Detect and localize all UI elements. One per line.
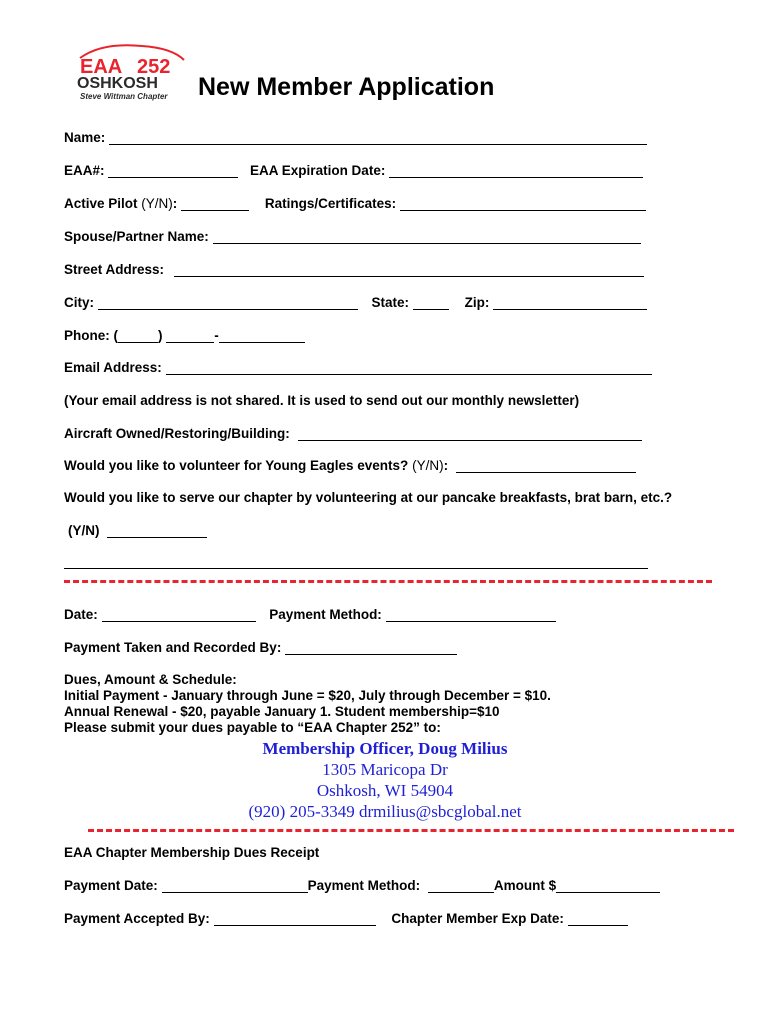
aircraft-field[interactable] [298, 427, 642, 441]
payment-taken-field[interactable] [285, 641, 457, 655]
dues-schedule [64, 672, 551, 736]
volunteer-notes-line[interactable] [64, 568, 648, 569]
email-note: (Your email address is not shared. It is used to send out our monthly newsletter) [64, 393, 580, 408]
payment-taken-label: Payment Taken and Recorded By: [64, 640, 282, 655]
active-pilot-yn: (Y/N) [141, 196, 173, 211]
receipt-payment-method-field[interactable] [428, 879, 494, 893]
dues-submit-note: Please submit your dues payable to “EAA Chapter 252” to: [64, 720, 441, 735]
name-field[interactable] [109, 131, 647, 145]
spouse-row [64, 229, 641, 244]
receipt-payment-row [64, 878, 660, 893]
receipt-amount-label: Amount $ [493, 878, 557, 893]
zip-field[interactable] [493, 296, 647, 310]
zip-label: Zip: [464, 295, 490, 310]
dues-annual-renewal: Annual Renewal - $20, payable January 1. Student membership=$10 [64, 704, 500, 719]
officer-street: 1305 Maricopa Dr [322, 760, 448, 779]
officer-name: Membership Officer, Doug Milius [262, 739, 508, 758]
active-pilot-colon: : [172, 196, 178, 211]
city-field[interactable] [98, 296, 358, 310]
date-label: Date: [64, 607, 98, 622]
cut-line-bottom [88, 829, 734, 832]
eaa-chapter-logo [72, 40, 190, 102]
volunteer-yn-label: (Y/N) [68, 523, 100, 538]
receipt-payment-date-field[interactable] [162, 879, 308, 893]
young-eagles-field[interactable] [456, 459, 636, 473]
receipt-payment-date-label: Payment Date: [64, 878, 158, 893]
street-label: Street Address: [64, 262, 165, 277]
payment-method-label: Payment Method: [269, 607, 382, 622]
receipt-payment-method-label: Payment Method: [307, 878, 421, 893]
state-field[interactable] [413, 296, 449, 310]
page-title: New Member Application [198, 73, 495, 101]
street-row [64, 262, 644, 277]
volunteer-question: Would you like to serve our chapter by volunteering at our pancake breakfasts, brat barn, etc.? [64, 490, 673, 505]
young-eagles-yn: (Y/N) [412, 458, 444, 473]
city-label: City: [64, 295, 94, 310]
young-eagles-row [64, 458, 636, 473]
date-row [64, 607, 556, 622]
eaa-number-field[interactable] [108, 164, 238, 178]
payment-method-field[interactable] [386, 608, 556, 622]
eaa-expiration-field[interactable] [389, 164, 643, 178]
active-pilot-field[interactable] [181, 197, 249, 211]
state-label: State: [371, 295, 410, 310]
ratings-field[interactable] [400, 197, 646, 211]
logo-chapter-text: Steve Wittman Chapter [80, 92, 168, 101]
receipt-accepted-by-label: Payment Accepted By: [64, 911, 210, 926]
name-label: Name: [64, 130, 106, 145]
logo-oshkosh-text: OSHKOSH [77, 75, 158, 92]
eaa-number-label: EAA#: [64, 163, 105, 178]
receipt-heading: EAA Chapter Membership Dues Receipt [64, 845, 320, 860]
aircraft-row [64, 426, 642, 441]
email-row [64, 360, 652, 375]
name-row [64, 130, 647, 145]
aircraft-label: Aircraft Owned/Restoring/Building: [64, 426, 290, 441]
cut-line-top [64, 580, 712, 583]
active-pilot-label: Active Pilot [64, 196, 138, 211]
phone-dash: - [214, 328, 219, 343]
city-row [64, 295, 647, 310]
receipt-accepted-row [64, 911, 628, 926]
receipt-member-exp-field[interactable] [568, 912, 628, 926]
dues-initial-payment: Initial Payment - January through June = $20, July through December = $10. [64, 688, 551, 703]
officer-contact: (920) 205-3349 drmilius@sbcglobal.net [248, 802, 522, 821]
young-eagles-colon: : [443, 458, 449, 473]
phone-paren: ) [158, 328, 163, 343]
phone-line-field[interactable] [219, 329, 305, 343]
phone-label: Phone: ( [64, 328, 118, 343]
receipt-member-exp-label: Chapter Member Exp Date: [391, 911, 564, 926]
membership-officer-block [0, 738, 770, 822]
eaa-number-row [64, 163, 643, 178]
volunteer-yn-field[interactable] [107, 524, 207, 538]
spouse-field[interactable] [213, 230, 641, 244]
phone-prefix-field[interactable] [166, 329, 214, 343]
receipt-accepted-by-field[interactable] [214, 912, 376, 926]
active-pilot-row [64, 196, 646, 211]
spouse-label: Spouse/Partner Name: [64, 229, 209, 244]
phone-row [64, 328, 305, 343]
logo-eaa-text: EAA [80, 56, 123, 78]
date-field[interactable] [102, 608, 256, 622]
payment-taken-row [64, 640, 457, 655]
logo-252-text: 252 [137, 56, 171, 78]
eaa-expiration-label: EAA Expiration Date: [250, 163, 386, 178]
dues-heading: Dues, Amount & Schedule: [64, 672, 237, 687]
ratings-label: Ratings/Certificates: [264, 196, 397, 211]
volunteer-yn-row [68, 523, 207, 538]
officer-city: Oshkosh, WI 54904 [316, 781, 454, 800]
email-field[interactable] [166, 361, 652, 375]
young-eagles-label: Would you like to volunteer for Young Eagles events? [64, 458, 409, 473]
receipt-amount-field[interactable] [556, 879, 660, 893]
email-label: Email Address: [64, 360, 162, 375]
street-field[interactable] [174, 263, 644, 277]
phone-area-code-field[interactable] [118, 329, 158, 343]
